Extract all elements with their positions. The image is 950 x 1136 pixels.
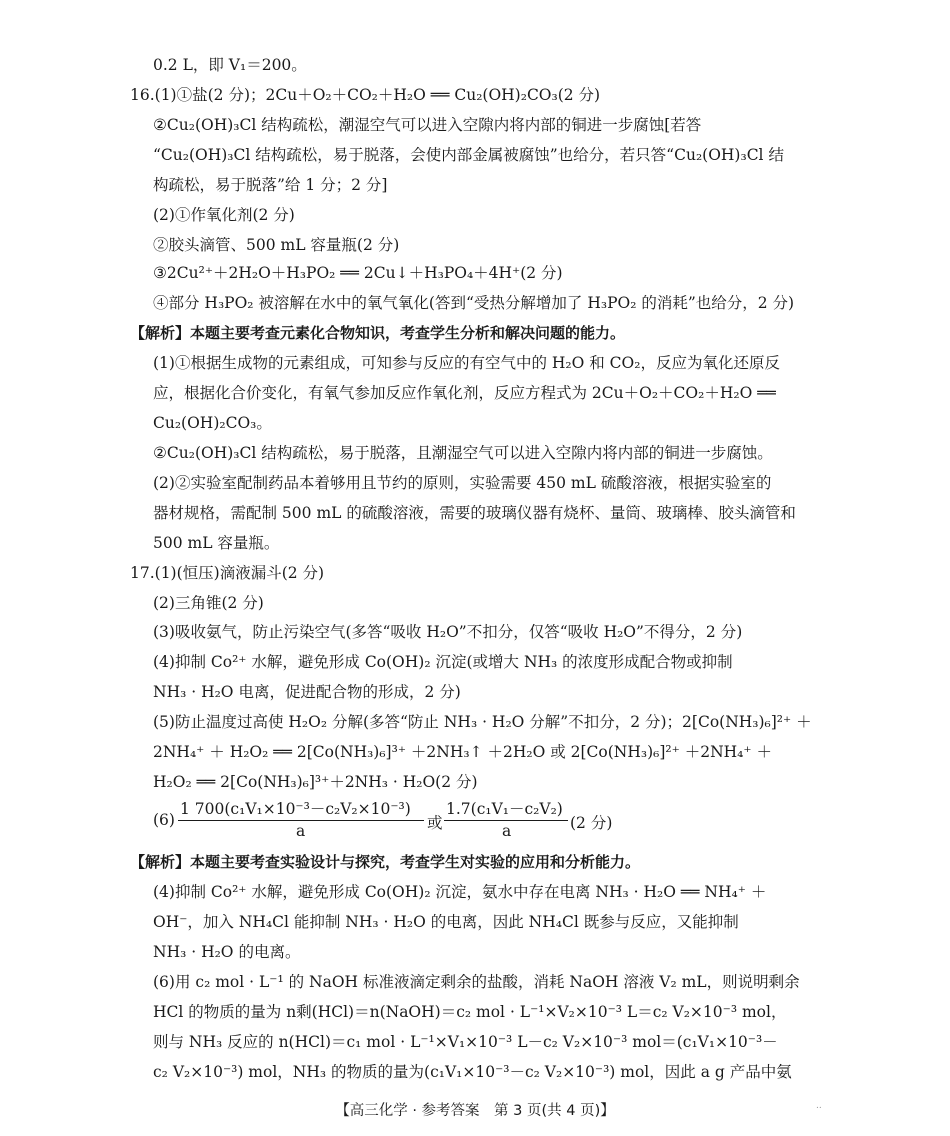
fraction-numerator: 1.7(c₁V₁－c₂V₂) <box>446 800 563 818</box>
text-line: (6)用 c₂ mol · L⁻¹ 的 NaOH 标准液滴定剩余的盐酸，消耗 NaOH 溶液 V₂ mL，则说明剩余 <box>153 973 800 991</box>
text-line: c₂ V₂×10⁻³) mol，NH₃ 的物质的量为(c₁V₁×10⁻³－c₂ V₂×10⁻³) mol，因此 a g 产品中氨 <box>153 1063 792 1081</box>
text-line: 16.(1)①盐(2 分)；2Cu＋O₂＋CO₂＋H₂O ══ Cu₂(OH)₂CO₃(2 分) <box>130 86 601 104</box>
fraction-denominator: a <box>296 822 306 840</box>
text-line: (2)三角锥(2 分) <box>153 594 264 612</box>
text-line: (3)吸收氨气，防止污染空气(多答“吸收 H₂O”不扣分，仅答“吸收 H₂O”不得分，2 分) <box>153 623 743 641</box>
fraction-denominator: a <box>502 822 512 840</box>
text-line: 2NH₄⁺ ＋ H₂O₂ ══ 2[Co(NH₃)₆]³⁺ ＋2NH₃↑ ＋2H₂O 或 2[Co(NH₃)₆]²⁺ ＋2NH₄⁺ ＋ <box>153 743 772 761</box>
text-line: ②Cu₂(OH)₃Cl 结构疏松，潮湿空气可以进入空隙内将内部的铜进一步腐蚀[若答 <box>153 116 702 134</box>
analysis-heading: 【解析】本题主要考查元素化合物知识，考查学生分析和解决问题的能力。 <box>130 324 626 342</box>
text-line: “Cu₂(OH)₃Cl 结构疏松，易于脱落，会使内部金属被腐蚀”也给分，若只答“Cu₂(OH)₃Cl 结 <box>153 146 784 164</box>
text-line: 0.2 L，即 V₁＝200。 <box>153 56 307 74</box>
text-line: 17.(1)(恒压)滴液漏斗(2 分) <box>130 564 325 582</box>
text-line: ④部分 H₃PO₂ 被溶解在水中的氧气氧化(答到“受热分解增加了 H₃PO₂ 的消耗”也给分，2 分) <box>153 294 795 312</box>
text-line: OH⁻，加入 NH₄Cl 能抑制 NH₃ · H₂O 的电离，因此 NH₄Cl 既参与反应，又能抑制 <box>153 913 739 931</box>
text-line: H₂O₂ ══ 2[Co(NH₃)₆]³⁺＋2NH₃ · H₂O(2 分) <box>153 773 478 791</box>
text-line: NH₃ · H₂O 电离，促进配合物的形成，2 分) <box>153 683 461 701</box>
text-line: HCl 的物质的量为 n剩(HCl)＝n(NaOH)＝c₂ mol · L⁻¹×V₂×10⁻³ L＝c₂ V₂×10⁻³ mol， <box>153 1003 787 1021</box>
fraction-label: (6) <box>153 811 175 829</box>
page-footer: 【高三化学 · 参考答案 第 3 页(共 4 页)】 <box>335 1103 615 1119</box>
text-line: 器材规格，需配制 500 mL 的硫酸溶液，需要的玻璃仪器有烧杯、量筒、玻璃棒、胶头滴管和 <box>153 504 796 522</box>
fraction-numerator: 1 700(c₁V₁×10⁻³－c₂V₂×10⁻³) <box>180 800 411 818</box>
fraction-bar <box>444 820 568 821</box>
text-line: (2)②实验室配制药品本着够用且节约的原则，实验需要 450 mL 硫酸溶液，根据实验室的 <box>153 474 772 492</box>
text-line: ②胶头滴管、500 mL 容量瓶(2 分) <box>153 236 400 254</box>
text-line: (4)抑制 Co²⁺ 水解，避免形成 Co(OH)₂ 沉淀，氨水中存在电离 NH₃ · H₂O ══ NH₄⁺ ＋ <box>153 883 767 901</box>
text-line: 应，根据化合价变化，有氧气参加反应作氧化剂，反应方程式为 2Cu＋O₂＋CO₂＋H₂O ══ <box>153 384 776 402</box>
text-line: (2)①作氧化剂(2 分) <box>153 206 295 224</box>
text-line: NH₃ · H₂O 的电离。 <box>153 943 301 961</box>
text-line: 500 mL 容量瓶。 <box>153 534 280 552</box>
text-line: ③2Cu²⁺＋2H₂O＋H₃PO₂ ══ 2Cu↓＋H₃PO₄＋4H⁺(2 分) <box>153 264 563 282</box>
text-line: 则与 NH₃ 反应的 n(HCl)＝c₁ mol · L⁻¹×V₁×10⁻³ L－c₂ V₂×10⁻³ mol＝(c₁V₁×10⁻³－ <box>153 1033 778 1051</box>
footer-mark: .. <box>816 1101 822 1111</box>
text-line: ②Cu₂(OH)₃Cl 结构疏松，易于脱落，且潮湿空气可以进入空隙内将内部的铜进一步腐蚀。 <box>153 444 773 462</box>
text-line: (5)防止温度过高使 H₂O₂ 分解(多答“防止 NH₃ · H₂O 分解”不扣分，2 分)；2[Co(NH₃)₆]²⁺ ＋ <box>153 713 812 731</box>
fraction-score: (2 分) <box>570 814 613 832</box>
text-line: (1)①根据生成物的元素组成，可知参与反应的有空气中的 H₂O 和 CO₂，反应为氧化还原反 <box>153 354 780 372</box>
text-line: (4)抑制 Co²⁺ 水解，避免形成 Co(OH)₂ 沉淀(或增大 NH₃ 的浓度形成配合物或抑制 <box>153 653 733 671</box>
text-line: 构疏松，易于脱落”给 1 分；2 分] <box>153 176 388 194</box>
analysis-heading: 【解析】本题主要考查实验设计与探究，考查学生对实验的应用和分析能力。 <box>130 853 641 871</box>
fraction-or: 或 <box>427 814 443 832</box>
fraction-bar <box>178 820 424 821</box>
text-line: Cu₂(OH)₂CO₃。 <box>153 414 272 432</box>
